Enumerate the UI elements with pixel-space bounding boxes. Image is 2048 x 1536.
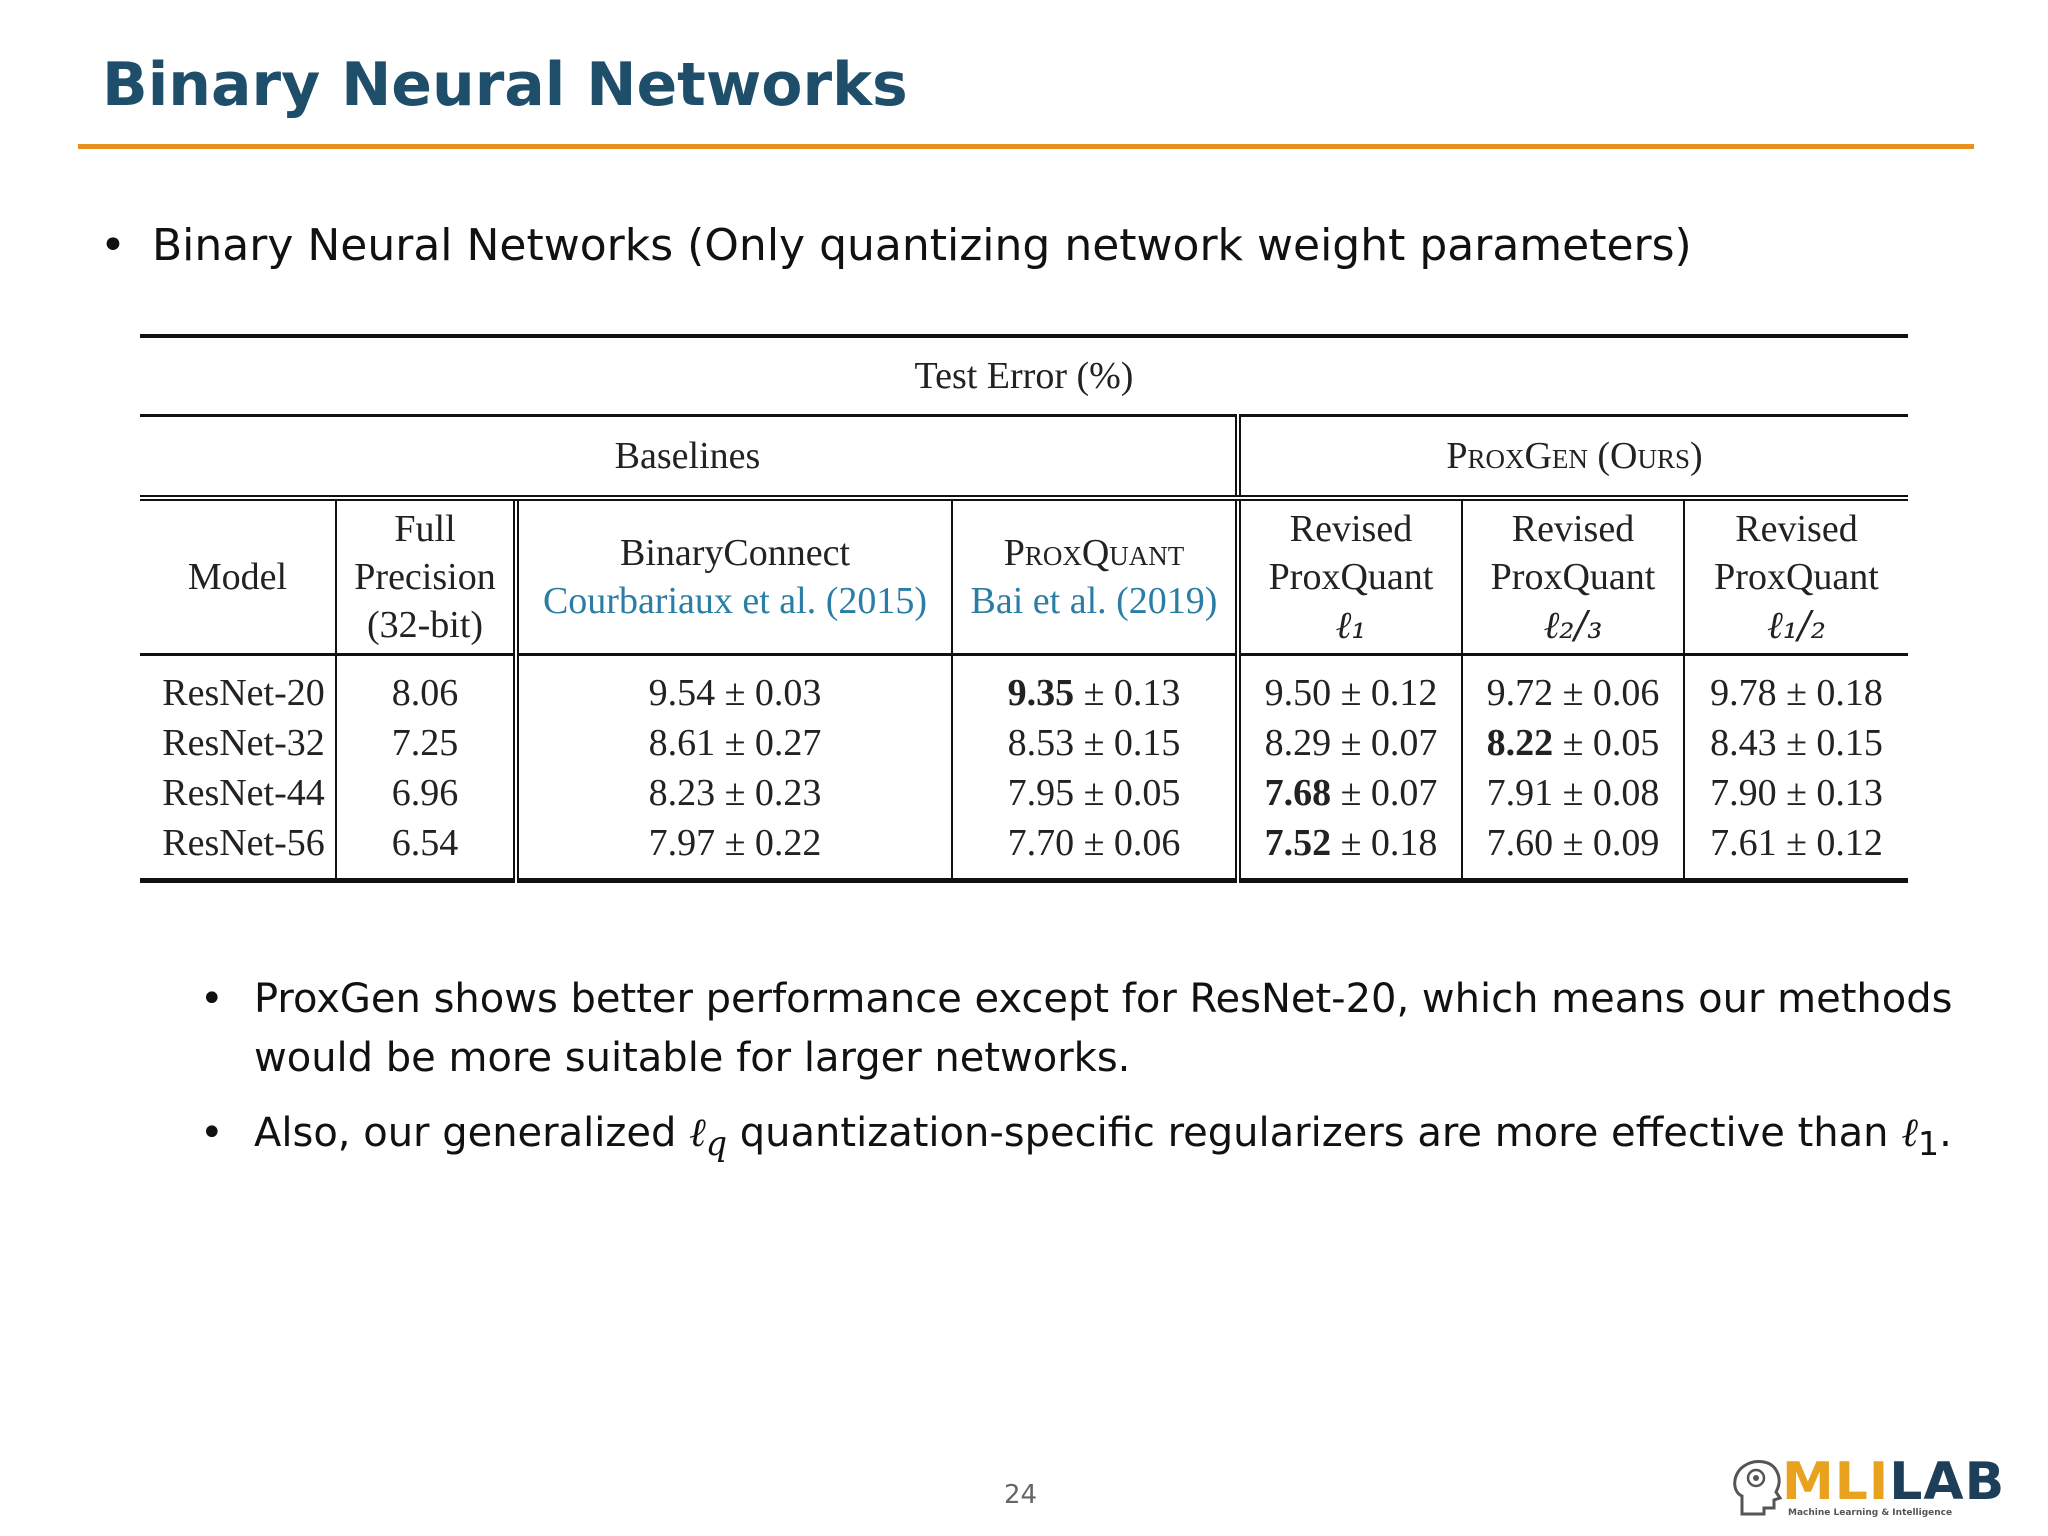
bullet-dot: •: [200, 976, 224, 1022]
slide-title: Binary Neural Networks: [102, 50, 908, 120]
header-model: Model: [140, 498, 336, 655]
cell-revised-l1: 8.29 ± 0.07: [1238, 718, 1462, 768]
main-bullet-text: Binary Neural Networks (Only quantizing network weight parameters): [152, 220, 1692, 271]
header-revised-l1: Revised ProxQuant ℓ₁: [1238, 498, 1462, 655]
table-row: [140, 818, 1908, 881]
table-header-row: [140, 498, 1908, 655]
cell-full: 8.06: [336, 655, 516, 719]
bullet-dot: •: [200, 1110, 224, 1156]
cell-revised-l23: 7.91 ± 0.08: [1462, 768, 1684, 818]
cell-model: ResNet-20: [162, 672, 325, 714]
note-1-text: ProxGen shows better performance except for ResNet-20, which means our methods would be more suitable for larger networks.: [254, 976, 1953, 1081]
cell-revised-l12: 9.78 ± 0.18: [1684, 655, 1908, 719]
cell-revised-l23: 8.22 ± 0.05: [1462, 718, 1684, 768]
logo-wordmark: MLILAB: [1782, 1452, 2006, 1512]
note-bullet-2: [200, 1104, 1970, 1173]
note-bullet-1: [200, 970, 1970, 1088]
cell-revised-l1: 7.52 ± 0.18: [1238, 818, 1462, 881]
cell-proxquant: 9.35 ± 0.13: [952, 655, 1238, 719]
cell-revised-l12: 7.61 ± 0.12: [1684, 818, 1908, 881]
cell-proxquant: 8.53 ± 0.15: [952, 718, 1238, 768]
logo-tagline: Machine Learning & Intelligence: [1788, 1508, 1953, 1518]
header-binaryconnect: BinaryConnect Courbariaux et al. (2015): [516, 498, 952, 655]
cell-binaryconnect: 8.23 ± 0.23: [516, 768, 952, 818]
group-baselines: Baselines: [140, 416, 1238, 499]
cell-proxquant: 7.95 ± 0.05: [952, 768, 1238, 818]
header-full-precision: Full Precision (32-bit): [336, 498, 516, 655]
table-row: [140, 768, 1908, 818]
cell-full: 7.25: [336, 718, 516, 768]
table-caption: Test Error (%): [140, 336, 1908, 416]
cell-full: 6.96: [336, 768, 516, 818]
table-row: [140, 655, 1908, 719]
cell-binaryconnect: 8.61 ± 0.27: [516, 718, 952, 768]
cell-revised-l1: 7.68 ± 0.07: [1238, 768, 1462, 818]
header-revised-l23: Revised ProxQuant ℓ₂/₃: [1462, 498, 1684, 655]
cell-revised-l12: 7.90 ± 0.13: [1684, 768, 1908, 818]
table-group-row: [140, 416, 1908, 499]
results-table-container: [140, 334, 1908, 883]
cell-proxquant: 7.70 ± 0.06: [952, 818, 1238, 881]
cell-binaryconnect: 9.54 ± 0.03: [516, 655, 952, 719]
table-row: [140, 718, 1908, 768]
table-caption-row: [140, 336, 1908, 416]
cell-model: ResNet-56: [140, 818, 336, 881]
mlilab-logo: [1728, 1452, 2006, 1520]
citation-courbariaux[interactable]: Courbariaux et al. (2015): [542, 580, 928, 622]
results-table: [140, 334, 1908, 883]
title-underline: [78, 144, 1974, 149]
group-proxgen: ProxGen (Ours): [1238, 416, 1908, 499]
citation-bai[interactable]: Bai et al. (2019): [970, 580, 1218, 622]
cell-revised-l12: 8.43 ± 0.15: [1684, 718, 1908, 768]
cell-revised-l23: 9.72 ± 0.06: [1462, 655, 1684, 719]
cell-binaryconnect: 7.97 ± 0.22: [516, 818, 952, 881]
main-bullet: [100, 220, 1692, 271]
cell-revised-l23: 7.60 ± 0.09: [1462, 818, 1684, 881]
note-2-text: Also, our generalized ℓ$_q$ quantization-specific regularizers are more effective than ℓ$_1$.: [254, 1110, 1952, 1163]
bullet-dot: •: [100, 220, 126, 271]
cell-revised-l1: 9.50 ± 0.12: [1238, 655, 1462, 719]
cell-model: ResNet-44: [162, 772, 325, 814]
cell-full: 6.54: [336, 818, 516, 881]
header-revised-l12: Revised ProxQuant ℓ₁/₂: [1684, 498, 1908, 655]
cell-model: ResNet-32: [162, 722, 325, 764]
page-number: 24: [1004, 1480, 1038, 1510]
header-proxquant: ProxQuant Bai et al. (2019): [952, 498, 1238, 655]
head-brain-icon: [1728, 1456, 1784, 1516]
